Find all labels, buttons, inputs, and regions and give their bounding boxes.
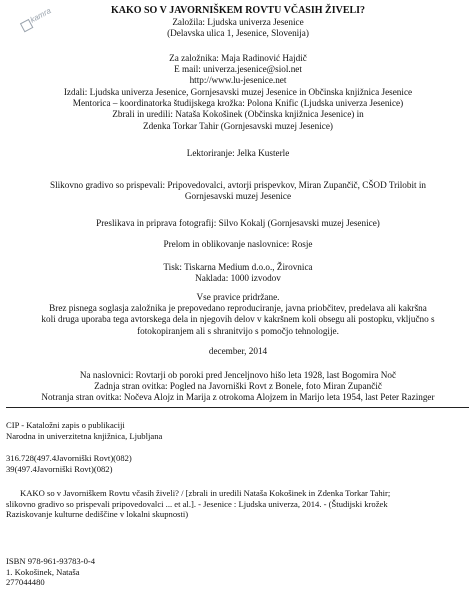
publishers-block <box>18 87 458 132</box>
founder-block <box>18 17 458 39</box>
photos-line: Preslikava in priprava fotografij: Silvo Kokalj (Gornjesavski muzej Jesenice) <box>96 218 380 228</box>
cip-header <box>6 420 468 441</box>
cip-entry <box>6 488 468 520</box>
cip-udc-2: 39(497.4Javorniški Rovt)(082) <box>6 463 113 474</box>
publisher-representative: Za založnika: Maja Radinović Hajdič <box>169 53 307 63</box>
cip-entry-line-3: Raziskovanje kulturne dediščine v lokalni skupnosti) <box>6 509 189 520</box>
contributors-block <box>18 180 458 202</box>
contact-block <box>18 53 458 87</box>
cip-entry-line-1: KAKO so v Javorniškem Rovtu včasih živeli? / [zbrali in uredili Nataša Kokošinek in Zdenka Torkar Tahir; <box>20 488 391 498</box>
cip-entry-line-2: slikovno gradivo so prispevali pripovedovalci ... et al.]. - Jesenice : Ljudska univerza, 2014. - (Študijski krožek <box>6 498 388 509</box>
print-run-line: Naklada: 1000 izvodov <box>195 273 281 284</box>
cip-tail <box>6 556 468 588</box>
front-cover-credit: Na naslovnici: Rovtarji ob poroki pred Jenceljnovo hišo leta 1928, last Bogomira Noč <box>79 370 397 380</box>
founder-address: (Delavska ulica 1, Jesenice, Slovenija) <box>167 28 309 39</box>
cip-udc-1: 316.728(497.4Javorniški Rovt)(082) <box>6 453 132 463</box>
contributors-line-1: Slikovno gradivo so prispevali: Pripovedovalci, avtorji prispevkov, Miran Zupančič, CŠOD Trilobit in <box>49 180 427 190</box>
print-block <box>18 262 458 284</box>
isbn-line: ISBN 978-961-93783-0-4 <box>6 556 96 566</box>
website-text: http://www.lu-jesenice.net <box>189 75 287 86</box>
book-title: KAKO SO V JAVORNIŠKEM ROVTU VČASIH ŽIVELI? <box>110 5 366 16</box>
publication-date: december, 2014 <box>208 346 268 356</box>
publishers-line: Izdali: Ljudska univerza Jesenice, Gornjesavski muzej Jesenice in Občinska knjižnica Jesenice <box>63 87 413 97</box>
cobiss-id: 277044480 <box>6 577 45 588</box>
layout-line: Prelom in oblikovanje naslovnice: Rosje <box>163 239 313 249</box>
proofreading-line: Lektoriranje: Jelka Kusterle <box>186 148 290 158</box>
email-text: E mail: univerza.jesenice@siol.net <box>174 64 302 75</box>
editors-line-2: Zdenka Torkar Tahir (Gornjesavski muzej Jesenice) <box>143 120 333 131</box>
watermark-text: kamra <box>28 6 53 25</box>
rights-line-3: fotokopiranjem ali s shranitvijo s pomočjo tehnologije. <box>137 325 339 336</box>
cip-udc-block <box>6 453 468 474</box>
inner-cover-credit: Notranja stran ovitka: Nočeva Alojz in Marija z otrokoma Alojzem in Marijo leta 1954, last Peter Razinger <box>41 392 435 403</box>
founder-line: Založila: Ljudska univerza Jesenice <box>172 17 304 27</box>
rights-heading: Vse pravice pridržane. <box>196 292 280 302</box>
printer-line: Tisk: Tiskarna Medium d.o.o., Žirovnica <box>163 262 313 272</box>
divider-line <box>6 407 469 408</box>
cip-library: Narodna in univerzitetna knjižnica, Ljubljana <box>6 430 163 441</box>
editors-line-1: Zbrali in uredili: Nataša Kokošinek (Občinska knjižnica Jesenice) in <box>112 109 364 120</box>
mentor-line: Mentorica – koordinatorka študijskega krožka: Polona Knific (Ljudska univerza Jesenice) <box>72 98 404 109</box>
cover-credits-block <box>18 370 458 404</box>
contributors-line-2: Gornjesavski muzej Jesenice <box>184 191 292 202</box>
rights-line-1: Brez pisnega soglasja založnika je prepovedano reproduciranje, javna priobčitev, predelava ali kakršna <box>49 303 427 314</box>
back-cover-credit: Zadnja stran ovitka: Pogled na Javorniški Rovt z Bonele, foto Miran Zupančič <box>94 381 382 392</box>
rights-block <box>18 292 458 337</box>
subject-line: 1. Kokošinek, Nataša <box>6 566 80 577</box>
cip-title: CIP - Kataložni zapis o publikaciji <box>6 420 125 430</box>
rights-line-2: koli druga uporaba tega avtorskega dela in njegovih delov v kakršnem koli obsegu ali postopku, vključno s <box>41 314 435 325</box>
